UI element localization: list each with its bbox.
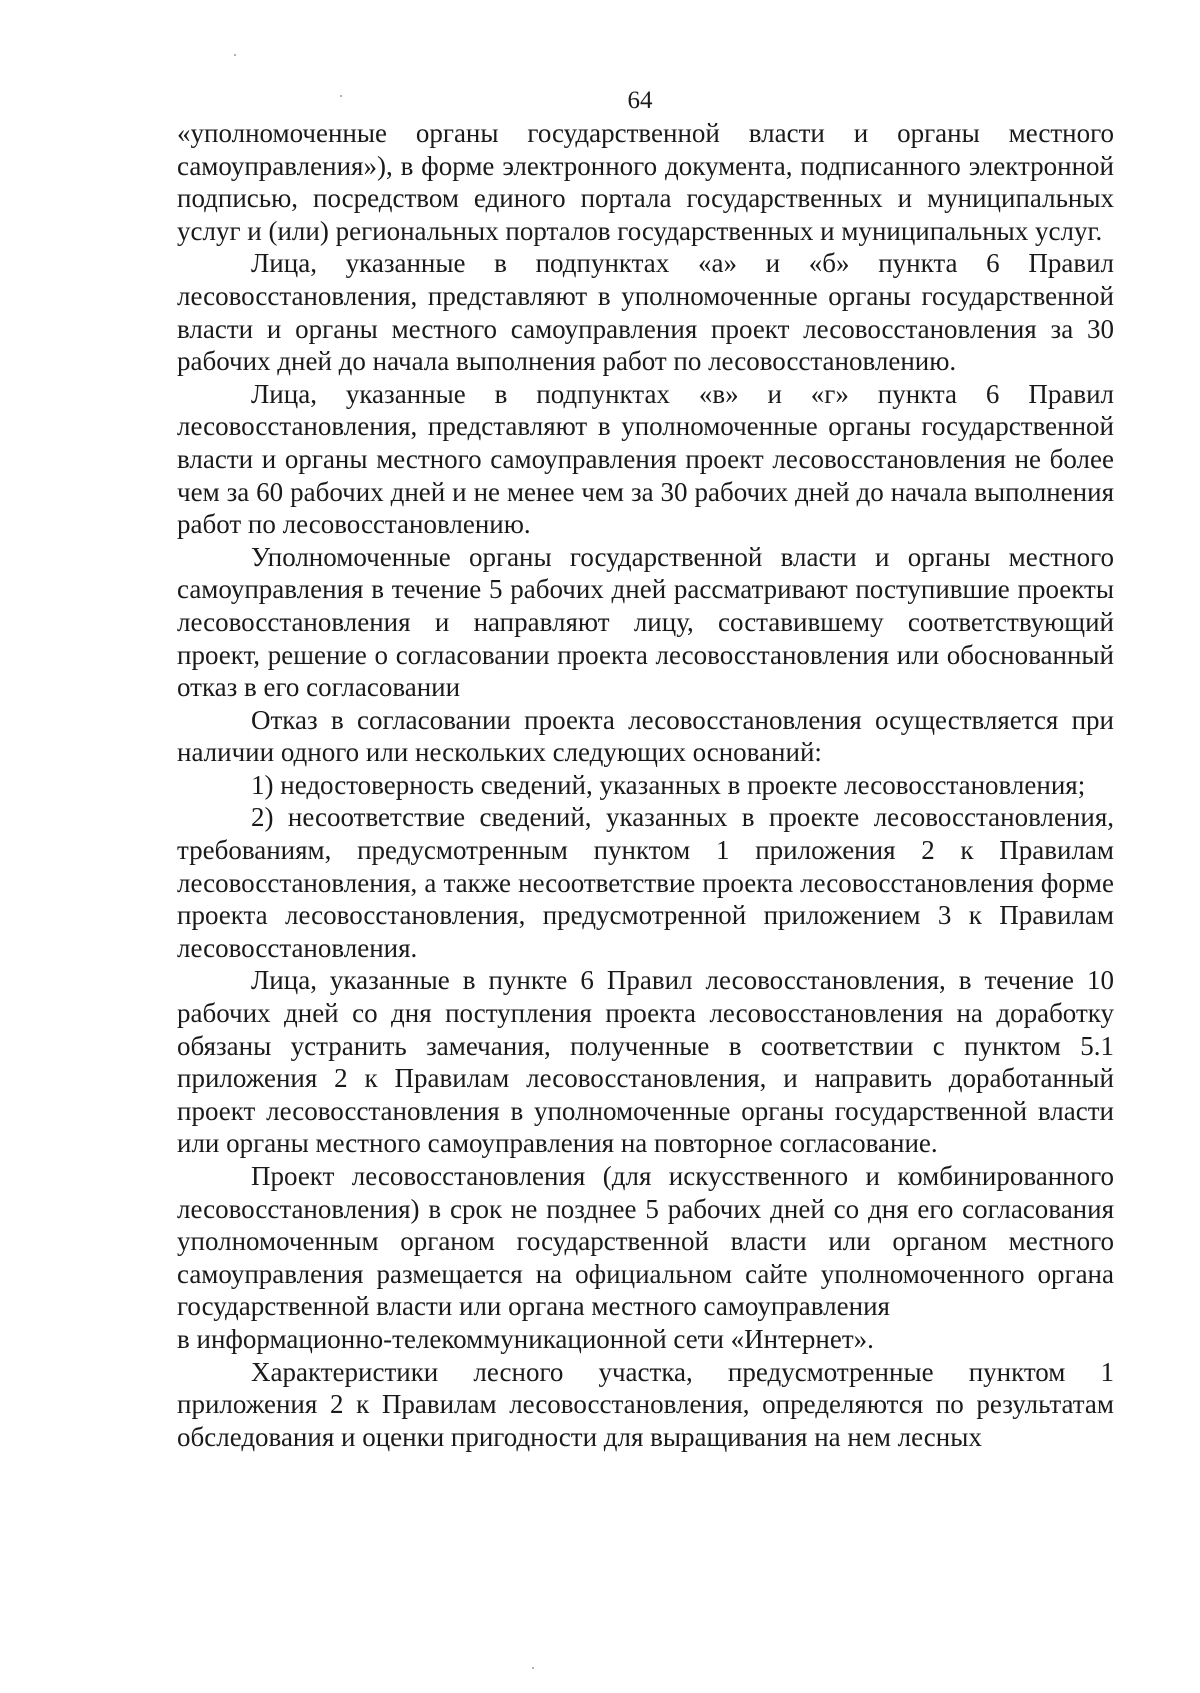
paragraph-refusal-grounds: Отказ в согласовании проекта лесовосстановления осуществляется при наличии одного или нескольких следующих оснований:	[177, 704, 1114, 768]
page-number: 64	[627, 87, 653, 114]
paragraph-internet: в информационно-телекоммуникационной сети «Интернет».	[177, 1323, 874, 1354]
list-item-1: 1) недостоверность сведений, указанных в проекте лесовосстановления;	[251, 769, 1086, 800]
paragraph-revision: Лица, указанные в пункте 6 Правил лесовосстановления, в течение 10 рабочих дней со дня поступления проекта лесовосстановления на доработку обязаны устранить замечания, полученные в соответствии с пунктом 5.1 приложения 2 к Правилам лесовосстановления, и направить доработанный проект лесовосстановления в уполномоченные органы государственной власти или органы местного самоуправления на повторное согласование.	[177, 965, 1114, 1159]
document-body	[177, 117, 1114, 1453]
scan-speck	[532, 1667, 534, 1669]
paragraph-characteristics: Характеристики лесного участка, предусмотренные пунктом 1 приложения 2 к Правилам лесовосстановления, определяются по результатам обследования и оценки пригодности для выращивания на нем лесных	[177, 1356, 1114, 1452]
paragraph-review: Уполномоченные органы государственной власти и органы местного самоуправления в течение 5 рабочих дней рассматривают поступившие проекты лесовосстановления и направляют лицу, составившему соответствующий проект, решение о согласовании проекта лесовосстановления или обоснованный отказ в его согласовании	[177, 541, 1114, 703]
paragraph-publication: Проект лесовосстановления (для искусственного и комбинированного лесовосстановления) в срок не позднее 5 рабочих дней со дня его согласования уполномоченным органом государственной власти или органом местного самоуправления размещается на официальном сайте уполномоченного органа государственной власти или органа местного самоуправления	[177, 1161, 1114, 1322]
paragraph-subpoints-v-g: Лица, указанные в подпунктах «в» и «г» пункта 6 Правил лесовосстановления, представляют в уполномоченные органы государственной власти и органы местного самоуправления проект лесовосстановления не более чем за 60 рабочих дней и не менее чем за 30 рабочих дней до начала выполнения работ по лесовосстановлению.	[177, 378, 1114, 540]
paragraph-continuation: «уполномоченные органы государственной власти и органы местного самоуправления»), в форме электронного документа, подписанного электронной подписью, посредством единого портала государственных и муниципальных услуг и (или) региональных порталов государственных и муниципальных услуг.	[177, 118, 1114, 246]
scan-speck	[234, 54, 236, 56]
paragraph-subpoints-a-b: Лица, указанные в подпунктах «а» и «б» пункта 6 Правил лесовосстановления, представляют в уполномоченные органы государственной власти и органы местного самоуправления проект лесовосстановления за 30 рабочих дней до начала выполнения работ по лесовосстановлению.	[177, 248, 1114, 377]
list-item-2: 2) несоответствие сведений, указанных в проекте лесовосстановления, требованиям, предусмотренным пунктом 1 приложения 2 к Правилам лесовосстановления, а также несоответствие проекта лесовосстановления форме проекта лесовосстановления, предусмотренной приложением 3 к Правилам лесовосстановления.	[177, 802, 1114, 963]
